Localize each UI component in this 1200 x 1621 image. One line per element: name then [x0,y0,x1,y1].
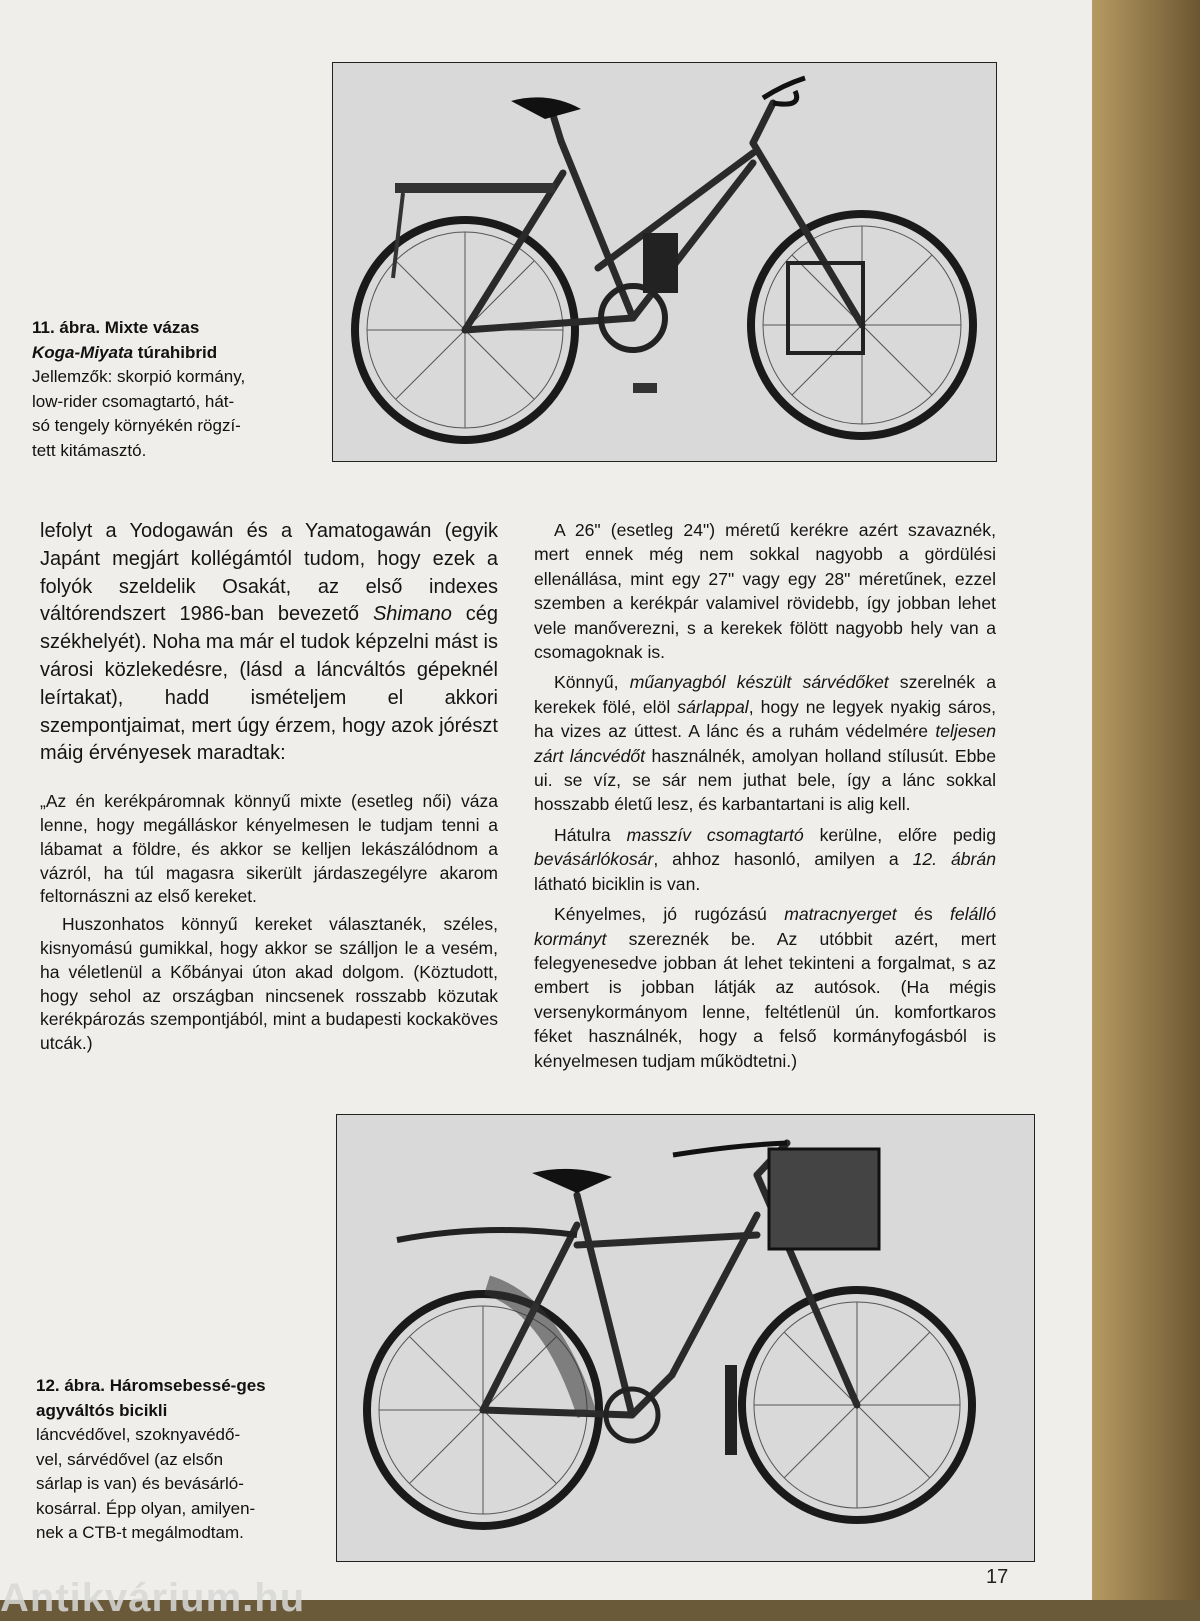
text-run-italic: Shimano [372,603,452,626]
figure-11-title-prefix: 11. ábra. Mixte vázas [32,318,200,337]
text-run: Hátulra [554,824,627,845]
text-run: használnék, amolyan holland stílusút. Ebbe ui. se víz, se sár nem juthat bele, így a lánc sokkal hosszabb életű lesz, és karbantartani is alig kell. [534,745,996,815]
text-run: kerülne, előre pedig [803,824,997,845]
figure-11-desc-line: tett kitámasztó. [32,440,147,460]
figure-11-title-suffix: túrahibrid [133,342,218,362]
text-run: cég székhelyét). Noha ma már el tudok képzelni mást is városi közlekedésre, (lásd a láncváltós gépeknél leírtakat), hadd ismételjem el akkori szempontjaimat, mert úgy érzem, hogy azok jórészt máig érvényesek maradtak: [40,603,498,765]
figure-12-desc-line: láncvédővel, szoknyavédő- [36,1425,241,1444]
right-paragraph-1: A 26" (esetleg 24") méretű kerékre azért szavaznék, mert ennek még nem sokkal nagyobb a gördülési ellenállása, mint egy 27" vagy egy 28" méretűnek, ezzel szemben a kerékpár valamivel rövidebb, így jobban lehet vele manőverezni, s a kerekek fölött nagyobb hely van a csomagoknak is. [534,520,996,663]
figure-12-desc-line: sárlap is van) és bevásárló- [36,1474,244,1493]
left-text-column [40,518,498,1056]
figure-12-desc-line: nek a CTB-t megálmodtam. [36,1523,244,1542]
figure-12-desc-line: kosárral. Épp olyan, amilyen- [36,1498,256,1518]
text-run: és [896,904,951,925]
figure-11-photo [332,62,997,462]
text-run-italic: teljesen zárt láncvédőt [534,721,996,766]
text-run: , ahhoz hasonló, amilyen a [653,849,913,870]
text-run: látható biciklin is van. [534,873,701,894]
right-paragraph-2 [534,670,996,816]
city-bike-illustration [337,1115,1034,1561]
figure-12-desc-line: vel, sárvédővel (az elsőn [36,1449,224,1469]
text-run-italic: matracnyerget [784,904,897,925]
figure-12-title: 12. ábra. Háromsebessé-ges agyváltós bicikli [36,1376,266,1420]
figure-11-caption [32,316,292,463]
figure-11-desc-line: low-rider csomagtartó, hát- [32,391,235,411]
text-run-italic: műanyagból készült sárvédőket [629,672,889,693]
page-number: 17 [986,1566,1009,1588]
book-edge [1092,0,1200,1600]
figure-11-desc-line: Jellemzők: skorpió kormány, [32,367,246,386]
figure-11-brand: Koga-Miyata [32,342,134,362]
quote-paragraph-2: Huszonhatos könnyű kereket választanék, széles, kisnyomású gumikkal, hogy akkor se szálljon le a vesém, ha véletlenül a Kőbányai úton akad dolgom. (Köztudott, hogy sehol az országban nincsenek rosszabb közutak kerékpározás szempontjából, mint a budapesti kockaköves utcák.) [40,914,498,1054]
right-text-column [534,518,996,1079]
text-run: szerelnék a kerekek fölé, elöl [534,672,997,717]
text-run: Könnyű, [554,672,630,693]
quote-paragraph-1: „Az én kerékpáromnak könnyű mixte (esetleg női) váza lenne, hogy megálláskor kényelmesen le tudjam tenni a lábamat a földre, és akkor se kelljen lekászálódnom a vázról, ha túl magasra sikerült járdaszegélyre akarom feltornászni az első kereket. [40,791,498,907]
text-run-italic: sárlappal [677,696,749,717]
figure-12-caption [36,1374,306,1546]
text-run-italic: 12. ábrán [912,849,996,870]
figure-11-desc-line: só tengely környékén rögzí- [32,416,241,435]
text-run-italic: felálló kormányt [534,904,997,949]
left-paragraph-1 [40,518,498,768]
right-paragraph-4 [534,902,996,1073]
watermark: Antikvárium.hu [0,1576,306,1620]
text-run-italic: bevásárlókosár [534,849,654,870]
right-paragraph-3 [534,823,996,896]
figure-12-photo [336,1114,1035,1562]
touring-bike-illustration [333,63,996,461]
text-run: szereznék be. Az utóbbit azért, mert felegyenesedve jobban át lehet tekinteni a forgalmat, s az embert is jobban látják az autósok. (Ha mégis versenykormányom lenne, feltétlenül ún. komfortkaros féket használnék, hogy a felső kormányfogásból is kényelmesen tudjam működtetni.) [534,928,996,1071]
text-run: , hogy ne legyek nyakig sáros, ha vizes az úttest. A lánc és a ruhám védelmére [534,696,996,742]
text-run-italic: masszív csomagtartó [626,824,804,845]
text-run: lefolyt a Yodogawán és a Yamatogawán (egyik Japánt megjárt kollégámtól tudom, hogy ezek a folyók szeldelik Osakát, az első indexes váltórendszert 1986-ban bevezető [40,520,498,626]
figure-11-title [32,316,292,365]
text-run: Kényelmes, jó rugózású [554,904,785,925]
